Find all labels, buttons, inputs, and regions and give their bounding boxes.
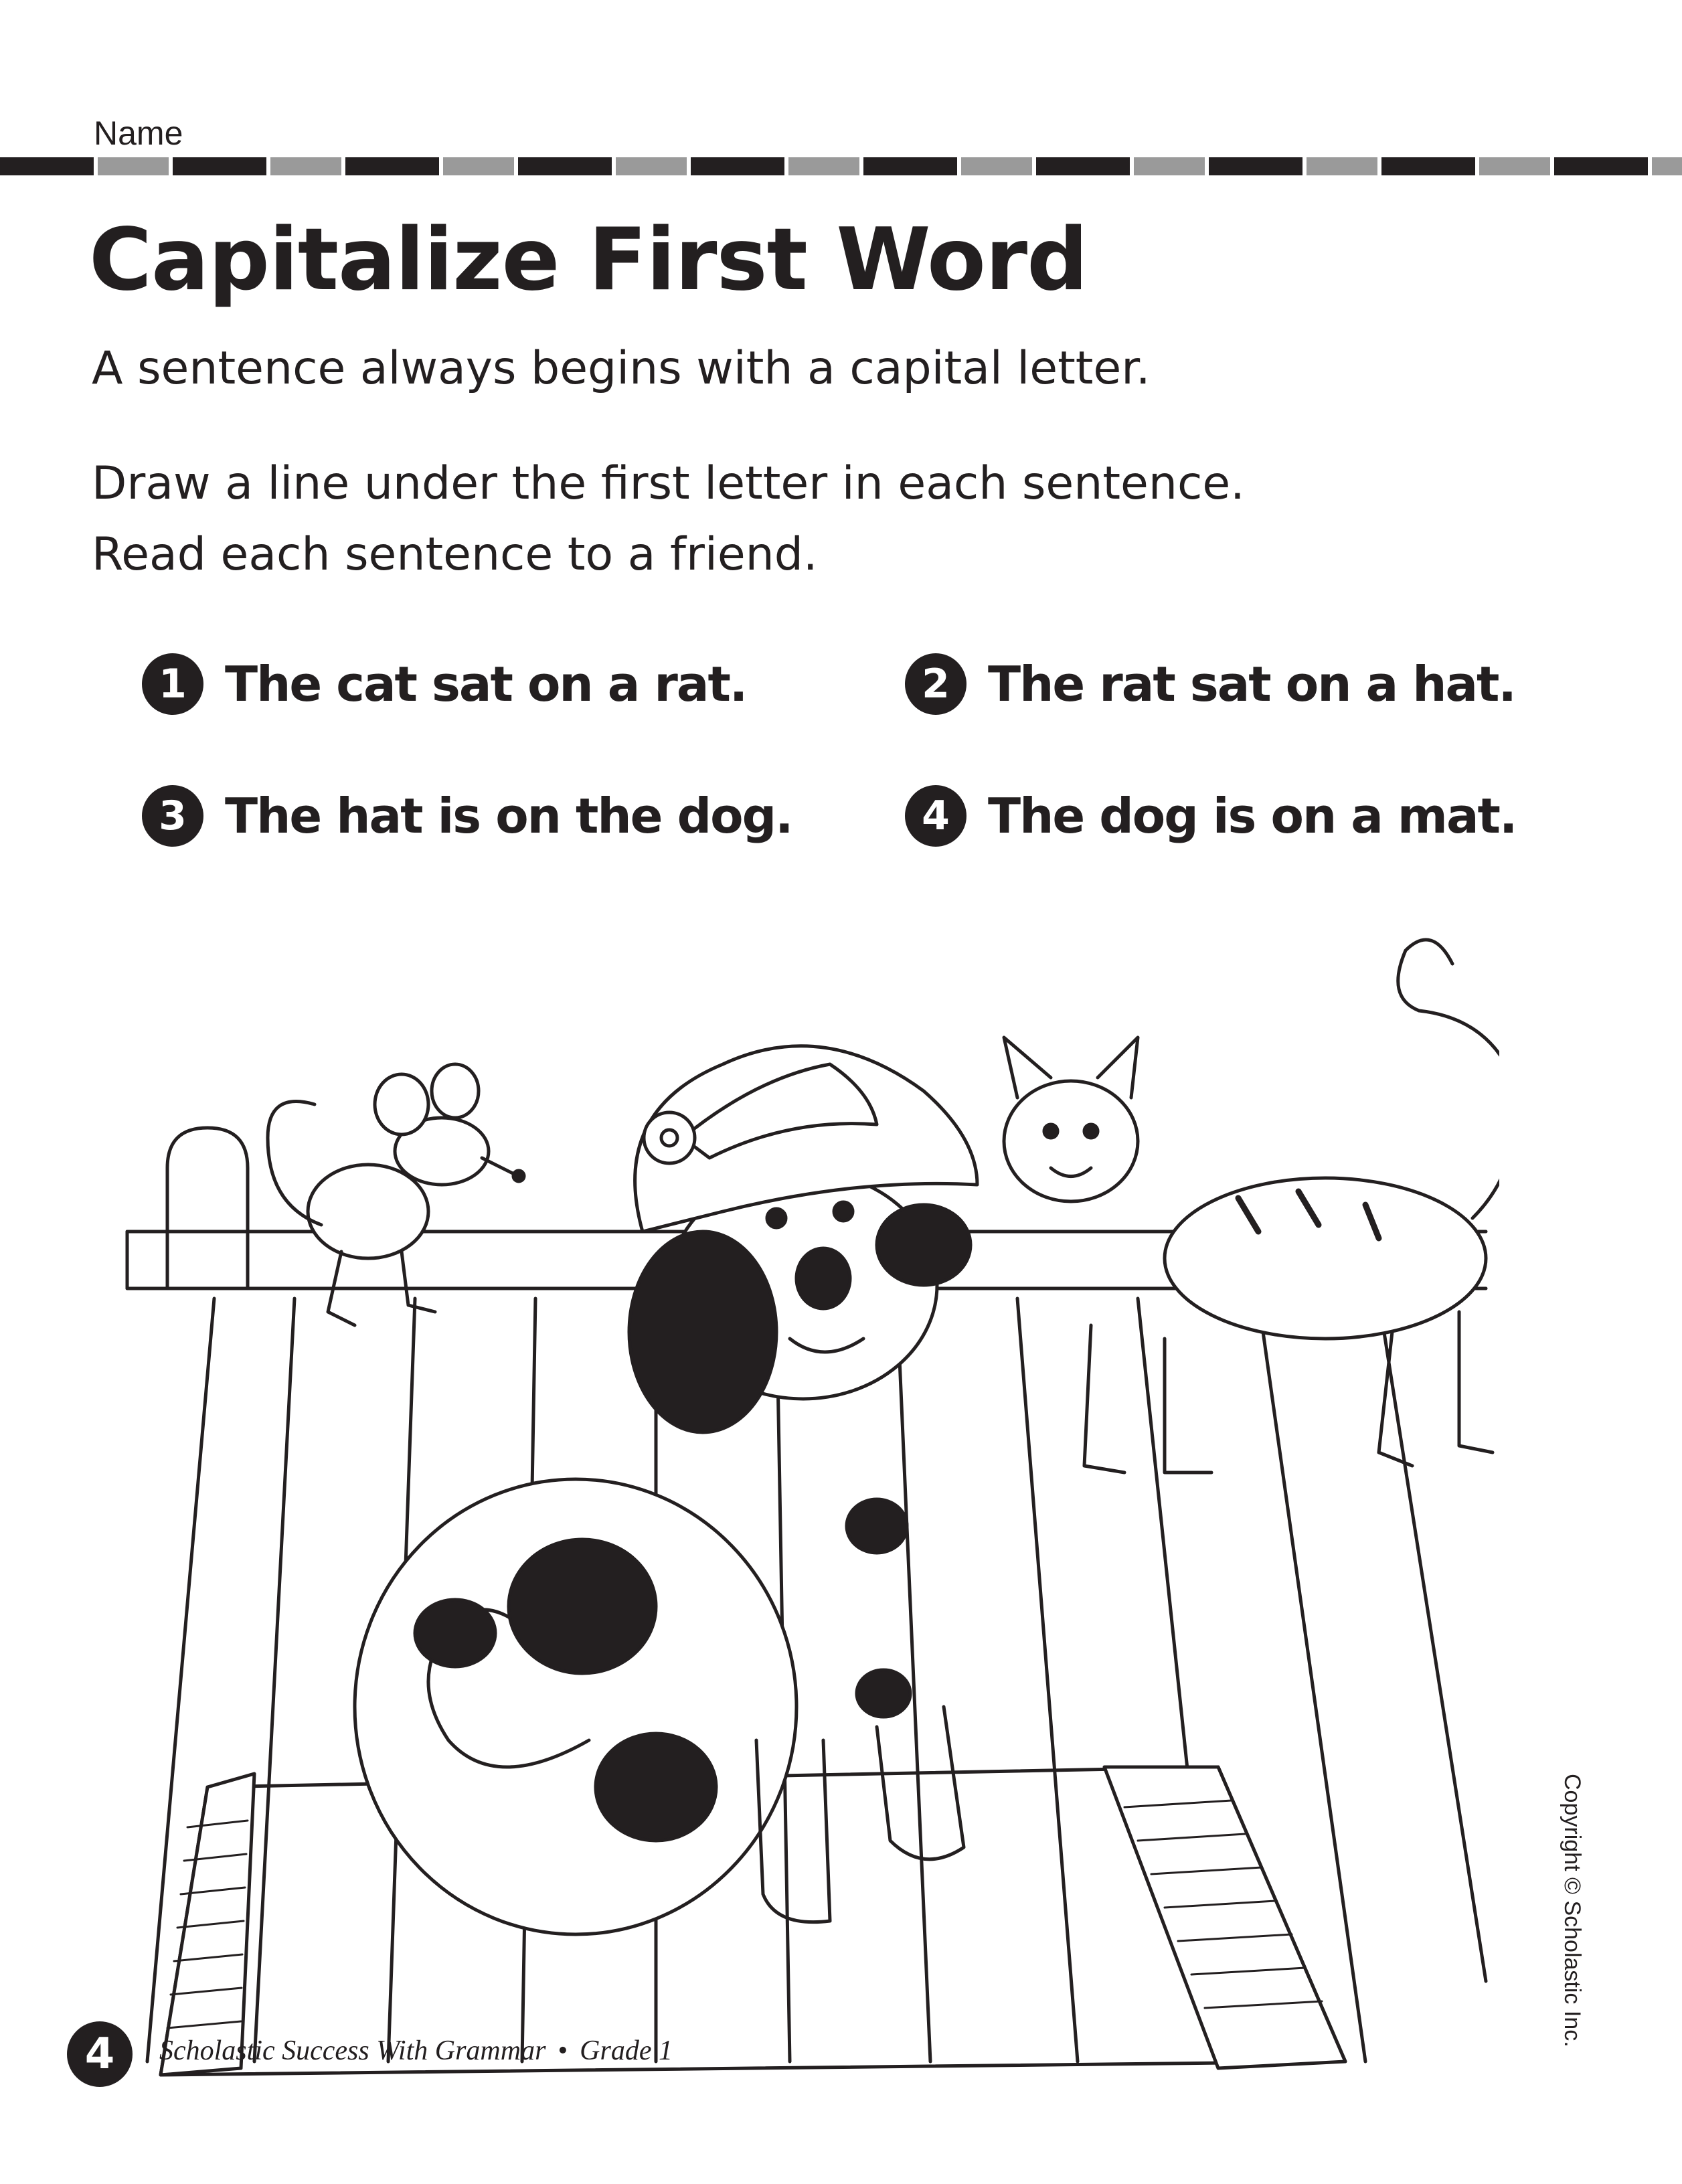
copyright-notice xyxy=(1560,1774,1605,2082)
illustration-dog-cat-rat xyxy=(120,937,1499,2105)
book-title: Scholastic Success With Grammar xyxy=(159,2035,546,2066)
sentence-text[interactable]: The rat sat on a hat. xyxy=(988,656,1515,712)
sentence-item[interactable] xyxy=(142,785,792,847)
sentence-text[interactable]: The dog is on a mat. xyxy=(988,788,1517,844)
footer-separator: • xyxy=(558,2035,568,2066)
sentence-item[interactable] xyxy=(905,785,1516,847)
page-number-badge: 4 xyxy=(67,2021,133,2087)
instructions xyxy=(92,448,1245,590)
number-badge: 1 xyxy=(142,653,203,715)
number-badge: 2 xyxy=(905,653,966,715)
dashed-divider xyxy=(0,155,1682,175)
instruction-line: Draw a line under the first letter in each sentence. xyxy=(92,457,1245,510)
copyright-text: Copyright © Scholastic Inc. xyxy=(1560,1774,1585,2047)
number-badge: 4 xyxy=(905,785,966,847)
sentence-item[interactable] xyxy=(142,653,746,715)
footer xyxy=(159,2035,673,2067)
number-badge: 3 xyxy=(142,785,203,847)
intro-text: A sentence always begins with a capital letter. xyxy=(92,342,1151,395)
sentence-item[interactable] xyxy=(905,653,1515,715)
sentence-text[interactable]: The hat is on the dog. xyxy=(225,788,792,844)
sentence-text[interactable]: The cat sat on a rat. xyxy=(225,656,747,712)
name-label: Name xyxy=(94,114,183,152)
grade-label: Grade 1 xyxy=(580,2035,673,2066)
instruction-line: Read each sentence to a friend. xyxy=(92,528,818,581)
page-title: Capitalize First Word xyxy=(89,210,1088,310)
